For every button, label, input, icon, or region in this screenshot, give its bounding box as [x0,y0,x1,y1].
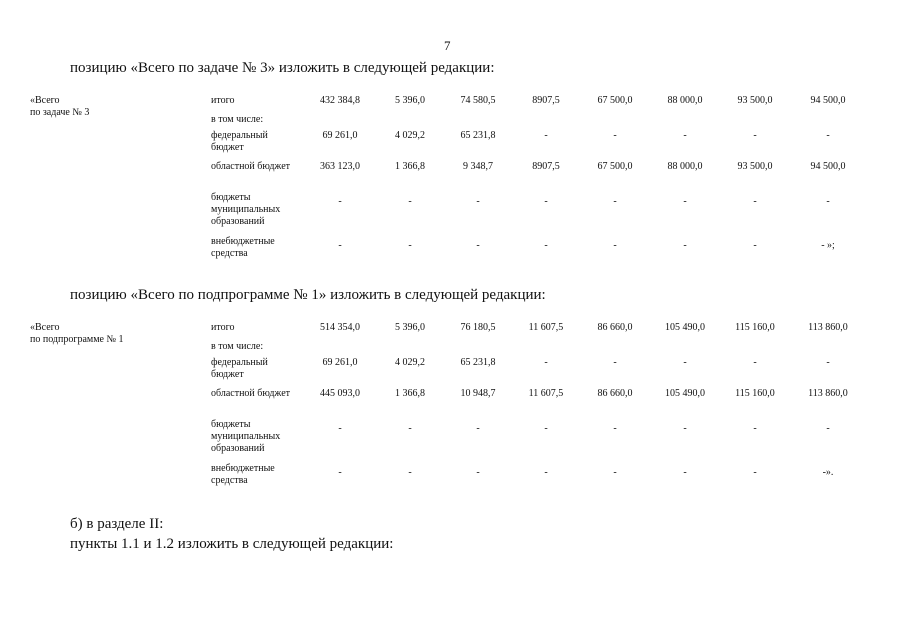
value-cell: - [613,196,617,207]
value-cell: - [338,423,342,434]
value-cell: - [826,196,830,207]
value-cell: - [544,196,548,207]
value-cell: - [476,196,480,207]
value-cell: - [544,423,548,434]
value-cell: 94 500,0 [810,161,846,172]
closing-line-1: б) в разделе II: [70,516,164,532]
value-cell: - [476,240,480,251]
value-cell: 93 500,0 [737,95,773,106]
value-cell: 65 231,8 [460,130,496,141]
row-label: в том числе: [211,341,264,352]
row-label: итого [211,322,235,333]
table-title: «Всего по задаче № 3 [30,95,90,118]
value-cell: - [683,196,687,207]
value-cell: - [613,467,617,478]
value-cell: - [826,130,830,141]
value-cell: - [683,240,687,251]
value-cell: - [826,357,830,368]
value-cell: 65 231,8 [460,357,496,368]
value-cell: 8907,5 [532,161,560,172]
value-cell: - [338,240,342,251]
value-cell: 88 000,0 [667,161,703,172]
value-cell: - [408,196,412,207]
value-cell: - [753,467,757,478]
value-cell: - [753,240,757,251]
row-label: в том числе: [211,114,264,125]
value-cell: -». [822,467,834,478]
value-cell: 115 160,0 [735,322,775,333]
value-cell: - [408,467,412,478]
closing-text [70,514,393,554]
value-cell: - [683,423,687,434]
value-cell: 74 580,5 [460,95,496,106]
value-cell: 105 490,0 [665,388,705,399]
value-cell: - [408,423,412,434]
value-cell: - [826,423,830,434]
row-label: бюджеты муниципальных образований [211,192,281,227]
page-number: 7 [444,38,451,53]
row-label: бюджеты муниципальных образований [211,419,281,454]
value-cell: 445 093,0 [320,388,360,399]
value-cell: 1 366,8 [395,161,425,172]
value-cell: - [544,357,548,368]
value-cell: 5 396,0 [395,322,425,333]
value-cell: 86 660,0 [597,388,633,399]
value-cell: 86 660,0 [597,322,633,333]
value-cell: - [544,240,548,251]
value-cell: - [544,130,548,141]
value-cell: - [683,467,687,478]
value-cell: 93 500,0 [737,161,773,172]
value-cell: 4 029,2 [395,130,425,141]
value-cell: 5 396,0 [395,95,425,106]
value-cell: - [476,467,480,478]
value-cell: 11 607,5 [528,388,564,399]
value-cell: 69 261,0 [322,130,358,141]
value-cell: 113 860,0 [808,388,848,399]
value-cell: 105 490,0 [665,322,705,333]
value-cell: 8907,5 [532,95,560,106]
value-cell: 9 348,7 [463,161,493,172]
value-cell: - [683,130,687,141]
value-cell: 4 029,2 [395,357,425,368]
value-cell: 113 860,0 [808,322,848,333]
value-cell: - [753,423,757,434]
value-cell: 67 500,0 [597,161,633,172]
table-title: «Всего по подпрограмме № 1 [30,322,124,345]
value-cell: - »; [821,240,835,251]
value-cell: - [613,357,617,368]
value-cell: - [683,357,687,368]
row-label: областной бюджет [211,161,291,172]
row-label: итого [211,95,235,106]
value-cell: 69 261,0 [322,357,358,368]
closing-line-2: пункты 1.1 и 1.2 изложить в следующей редакции: [70,536,394,552]
value-cell: - [476,423,480,434]
value-cell: - [753,196,757,207]
value-cell: - [613,423,617,434]
value-cell: 88 000,0 [667,95,703,106]
row-label: внебюджетные средства [211,463,275,486]
value-cell: 1 366,8 [395,388,425,399]
value-cell: 514 354,0 [320,322,360,333]
value-cell: - [753,130,757,141]
heading-task-3: позицию «Всего по задаче № 3» изложить в следующей редакции: [70,60,495,76]
value-cell: - [613,130,617,141]
value-cell: - [544,467,548,478]
value-cell: - [408,240,412,251]
value-cell: - [338,196,342,207]
heading-subprogram-1: позицию «Всего по подпрограмме № 1» изложить в следующей редакции: [70,287,546,303]
value-cell: 115 160,0 [735,388,775,399]
value-cell: - [613,240,617,251]
value-cell: 11 607,5 [528,322,564,333]
value-cell: 67 500,0 [597,95,633,106]
value-cell: 432 384,8 [320,95,360,106]
value-cell: 76 180,5 [460,322,496,333]
row-label: федеральный бюджет [211,357,268,380]
value-cell: - [338,467,342,478]
value-cell: 363 123,0 [320,161,360,172]
value-cell: 10 948,7 [460,388,496,399]
value-cell: - [753,357,757,368]
row-label: федеральный бюджет [211,130,268,153]
value-cell: 94 500,0 [810,95,846,106]
row-label: областной бюджет [211,388,291,399]
row-label: внебюджетные средства [211,236,275,259]
